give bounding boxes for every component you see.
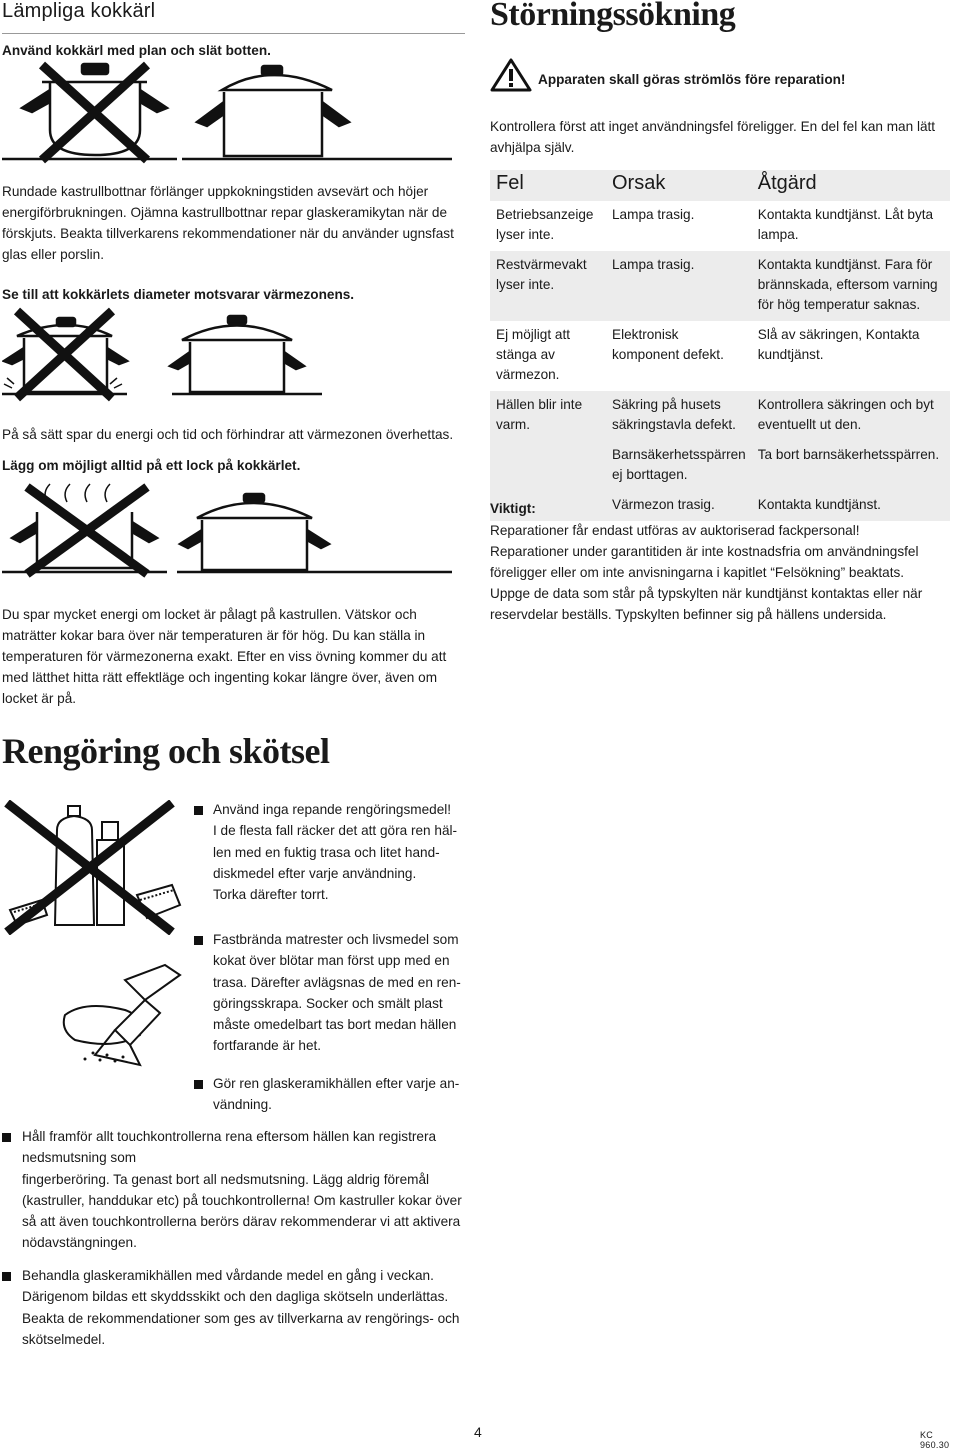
text-line: skötselmedel. bbox=[22, 1331, 106, 1347]
text-line: diskmedel efter varje användning. bbox=[213, 865, 417, 881]
warning-text: Apparaten skall göras strömlös före reparation! bbox=[538, 72, 846, 87]
matching-pot-icon bbox=[170, 316, 322, 394]
table-row bbox=[490, 201, 950, 251]
column-header-atgard: Åtgärd bbox=[752, 170, 950, 201]
column-header-orsak: Orsak bbox=[606, 170, 752, 201]
text-line: len med en fuktig trasa och litet hand- bbox=[213, 844, 440, 860]
rounded-bottom-paragraph: Rundade kastrullbottnar förlänger uppkokningstiden avsevärt och höjer energiförbrukningen. Ojämna kastrullbottnar repar glaskeramikytan när de förskjuts. Beakta tillverkarens rekommendationer när du använder ugnsfast glas eller porslin. bbox=[2, 184, 454, 262]
text-line: Använd inga repande rengöringsmedel! bbox=[213, 802, 452, 817]
cell-fel: Betriebsanzeige lyser inte. bbox=[496, 207, 594, 242]
important-line: Reparationer under garantitiden är inte kostnadsfria om användningsfel föreligger eller om inte anvisningarna i kapitlet “Felsökning” beaktats. bbox=[490, 544, 919, 580]
pot-flat-bottom-illustration bbox=[2, 60, 462, 165]
small-pot-crossed-icon bbox=[2, 311, 127, 398]
cleaning-bullet-4 bbox=[22, 1126, 482, 1254]
cell-atgard: Slå av säkringen, Kontakta kundtjänst. bbox=[757, 327, 920, 362]
text-line: nödavstängningen. bbox=[22, 1235, 137, 1251]
important-line: Uppge de data som står på typskylten när kundtjänst kontaktas eller när reservdelar beställs. Typskylten befinner sig på hällens undersida. bbox=[490, 586, 923, 622]
cell-orsak: Säkring på husets säkringstavla defekt. bbox=[606, 391, 752, 441]
cell-orsak: Lampa trasig. bbox=[606, 251, 752, 321]
diameter-text: På så sätt spar du energi och tid och förhindrar att värmezonen överhettas. bbox=[2, 427, 454, 442]
text-line: göringsskrapa. Socker och smält plast bbox=[213, 995, 443, 1011]
section-title-cleaning: Rengöring och skötsel bbox=[2, 731, 330, 771]
warning-row bbox=[490, 58, 960, 92]
cleaning-bullet-5 bbox=[22, 1265, 482, 1350]
text-line: nedsmutsning som bbox=[22, 1150, 137, 1166]
document-id: KC 960.30 bbox=[920, 1430, 950, 1450]
text-line: fortfarande är het. bbox=[213, 1038, 322, 1054]
flat-pot-icon bbox=[182, 66, 452, 159]
lid-text: Du spar mycket energi om locket är pålagt på kastrullen. Vätskor och maträtter kokar bara över när temperaturen är för hög. Du kan ställa in temperaturen för värmezonerna exakt. Efter en viss övning kommer du att med lätthet hitta rätt effektläge och ingenting kokar längre över, även om locket är på. bbox=[2, 607, 447, 706]
section-title-suitable-cookware: Lämpliga kokkärl bbox=[2, 0, 156, 22]
title-divider bbox=[2, 33, 465, 34]
cell-fel: Restvärmevakt lyser inte. bbox=[490, 251, 606, 321]
cell-fel: Ej möjligt att stänga av värmezon. bbox=[496, 327, 571, 382]
cell-atgard: Kontakta kundtjänst. Låt byta lampa. bbox=[757, 207, 934, 242]
cell-atgard: Kontakta kundtjänst. Fara för brännskada, eftersom varning för hög temperatur saknas. bbox=[752, 251, 950, 321]
text-line: kokat över blötar man först upp med en bbox=[213, 953, 450, 969]
important-line: Reparationer får endast utföras av auktoriserad fackpersonal! bbox=[490, 523, 860, 538]
text-line: I de flesta fall räcker det att göra ren häl- bbox=[213, 823, 458, 839]
cell-fel bbox=[490, 441, 606, 491]
cell-atgard: Ta bort barnsäkerhetsspärren. bbox=[752, 441, 950, 491]
text-line: vändning. bbox=[213, 1097, 272, 1113]
text-line: Behandla glaskeramikhällen med vårdande medel en gång i veckan. bbox=[22, 1268, 434, 1283]
cell-orsak: Elektronisk komponent defekt. bbox=[612, 327, 724, 362]
cell-atgard: Kontakta kundtjänst. bbox=[752, 491, 950, 521]
text-line: så att även touchkontrollerna berörs därav rekommenderar vi att aktivera bbox=[22, 1214, 461, 1230]
troubleshooting-table bbox=[490, 170, 950, 521]
cookware-subtitle: Använd kokkärl med plan och slät botten. bbox=[2, 43, 271, 58]
text-line: trasa. Därefter avlägsnas de med en ren- bbox=[213, 974, 461, 990]
cell-orsak: Värmezon trasig. bbox=[606, 491, 752, 521]
diameter-heading: Se till att kokkärlets diameter motsvarar värmezonens. bbox=[2, 287, 355, 302]
column-header-fel: Fel bbox=[490, 170, 606, 201]
text-line: Torka därefter torrt. bbox=[213, 887, 329, 903]
table-header-row bbox=[490, 170, 950, 201]
cleaning-bullet-1 bbox=[213, 799, 473, 905]
cell-fel: Hällen blir inte varm. bbox=[490, 391, 606, 441]
cell-orsak: Barnsäkerhetsspärren ej borttagen. bbox=[606, 441, 752, 491]
table-row bbox=[490, 441, 950, 491]
warning-triangle-icon bbox=[490, 58, 532, 92]
abrasive-cleaners-crossed-illustration bbox=[2, 800, 182, 935]
table-row bbox=[490, 251, 950, 321]
bullet-icon bbox=[2, 1272, 11, 1281]
page-number: 4 bbox=[474, 1424, 482, 1440]
cell-orsak: Lampa trasig. bbox=[612, 207, 695, 222]
table-row bbox=[490, 391, 950, 441]
troubleshooting-intro: Kontrollera först att inget användningsfel föreligger. En del fel kan man lätt avhjälpa själv. bbox=[490, 119, 936, 155]
text-line: (kastruller, handdukar etc) på touchkontrollerna! Om kastruller kokar över bbox=[22, 1192, 462, 1208]
cleaning-bullet-3 bbox=[213, 1073, 473, 1116]
text-line: Gör ren glaskeramikhällen efter varje an- bbox=[213, 1076, 460, 1091]
text-line: Därigenom bildas ett skyddsskikt och den dagliga skötseln underlättas. bbox=[22, 1289, 449, 1305]
bullet-icon bbox=[194, 1080, 203, 1089]
text-line: fingerberöring. Ta genast bort all nedsmutsning. Lägg aldrig föremål bbox=[22, 1171, 430, 1187]
cell-atgard: Kontrollera säkringen och byt eventuellt ut den. bbox=[752, 391, 950, 441]
table-row bbox=[490, 491, 950, 521]
pot-diameter-illustration bbox=[2, 306, 462, 402]
lidded-pot-icon bbox=[177, 494, 452, 572]
text-line: Beakta de rekommendationer som ges av tillverkarna av rengörings- och bbox=[22, 1310, 460, 1326]
scraper-illustration bbox=[55, 955, 190, 1070]
pot-lid-illustration bbox=[2, 482, 462, 578]
rounded-pot-crossed-icon bbox=[2, 64, 177, 160]
important-notes bbox=[490, 520, 950, 625]
cleaning-bullet-2 bbox=[213, 929, 473, 1057]
text-line: Fastbrända matrester och livsmedel som bbox=[213, 932, 459, 947]
open-pot-crossed-icon bbox=[2, 484, 167, 574]
lid-heading: Lägg om möjligt alltid på ett lock på kokkärlet. bbox=[2, 458, 301, 473]
table-row bbox=[490, 321, 950, 391]
bullet-icon bbox=[194, 936, 203, 945]
section-title-troubleshooting: Störningssökning bbox=[490, 0, 736, 33]
bullet-icon bbox=[2, 1133, 11, 1142]
text-line: Håll framför allt touchkontrollerna rena eftersom hällen kan registrera bbox=[22, 1129, 437, 1144]
bullet-icon bbox=[194, 806, 203, 815]
text-line: måste omedelbart tas bort medan hällen bbox=[213, 1017, 457, 1033]
important-label: Viktigt: bbox=[490, 501, 536, 516]
